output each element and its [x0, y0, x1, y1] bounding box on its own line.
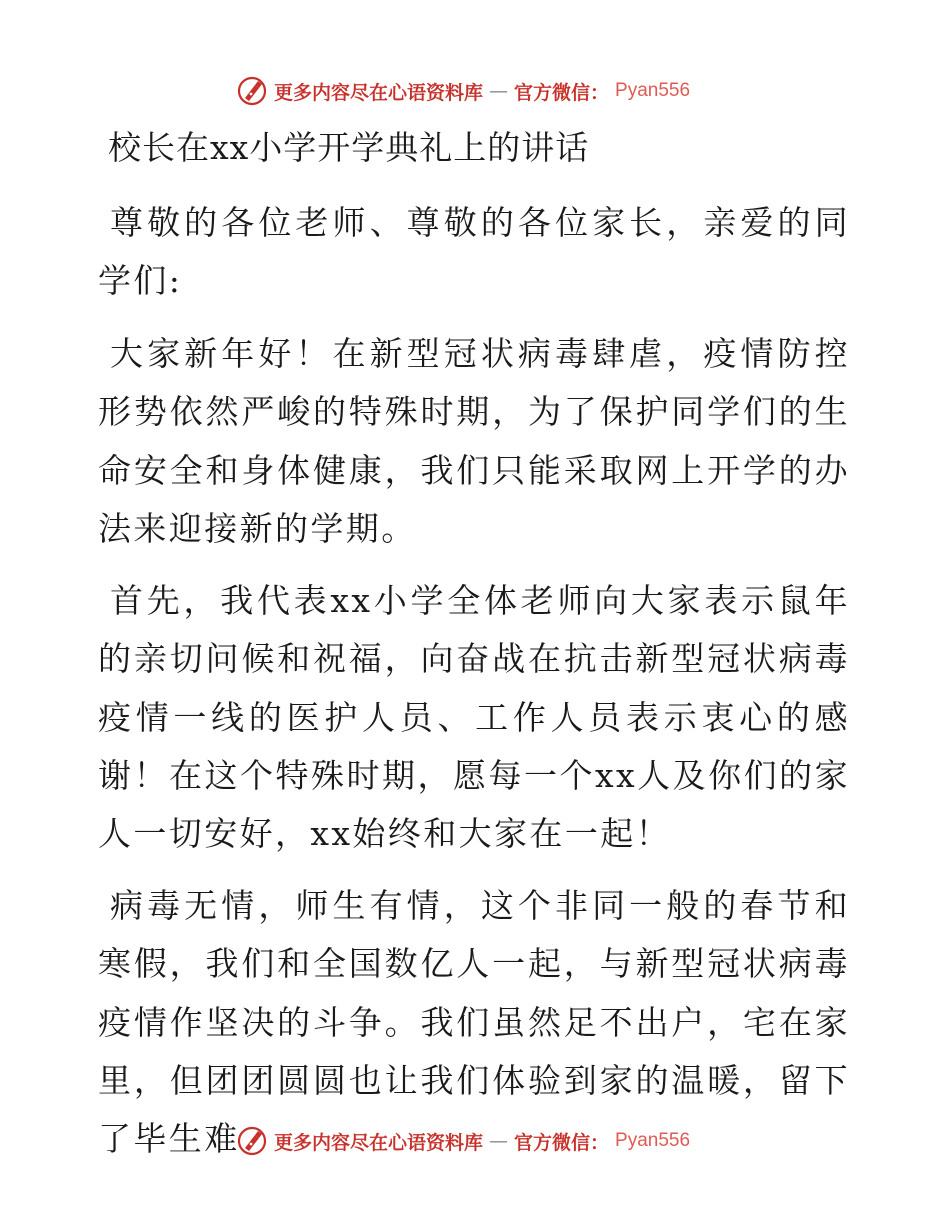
watermark-wechat-id: Pyan556: [615, 1130, 691, 1151]
watermark-wechat-label: 官方微信：: [514, 81, 610, 104]
watermark-wechat-label: 官方微信：: [514, 1131, 610, 1154]
pen-nib-logo-icon: [236, 1125, 268, 1157]
paragraph-salutation: 尊敬的各位老师、尊敬的各位家长，亲爱的同学们:: [98, 203, 850, 301]
watermark-dash: —: [489, 80, 509, 102]
pen-nib-logo-icon: [236, 75, 268, 107]
paragraph-regards: 首先，我代表xx小学全体老师向大家表示鼠年的亲切问候和祝福，向奋战在抗击新型冠状病毒疫情一线的医护人员、工作人员表示衷心的感谢！在这个特殊时期，愿每一个xx人及你们的家人一切安好，xx始终和大家在一起！: [98, 581, 850, 854]
footer-watermark: [236, 1124, 690, 1158]
watermark-dash: —: [489, 1130, 509, 1152]
watermark-site-text: 更多内容尽在心语资料库: [274, 1131, 484, 1154]
watermark-site-text: 更多内容尽在心语资料库: [274, 81, 484, 104]
paragraph-greeting: 大家新年好！在新型冠状病毒肆虐，疫情防控形势依然严峻的特殊时期，为了保护同学们的生命安全和身体健康，我们只能采取网上开学的办法来迎接新的学期。: [98, 334, 850, 548]
watermark-wechat-id: Pyan556: [615, 80, 691, 101]
document-title: 校长在xx小学开学典礼上的讲话: [108, 128, 590, 167]
paragraph-epidemic: 病毒无情，师生有情，这个非同一般的春节和寒假，我们和全国数亿人一起，与新型冠状病毒疫情作坚决的斗争。我们虽然足不出户，宅在家里，但团团圆圆也让我们体验到家的温暖，留下了毕生难: [98, 886, 850, 1159]
header-watermark: [236, 74, 690, 108]
